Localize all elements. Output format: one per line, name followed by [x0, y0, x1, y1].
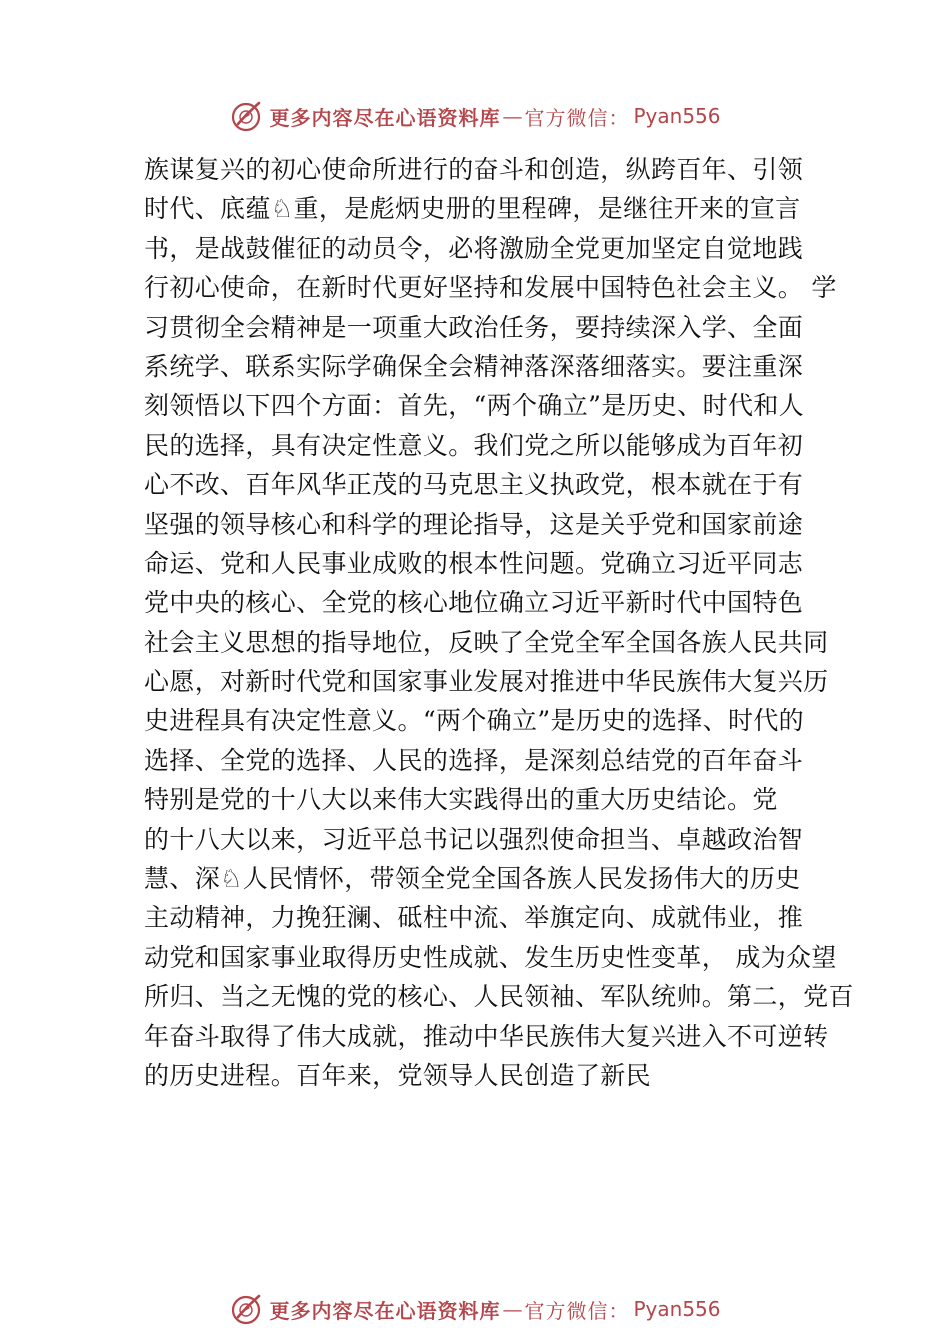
- body-line: 心愿，对新时代党和国家事业发展对推进中华民族伟大复兴历: [144, 667, 829, 697]
- body-line: 民的选择，具有决定性意义。我们党之所以能够成为百年初: [144, 430, 804, 460]
- header-wechat-id: Pyan556: [633, 104, 721, 128]
- footer-banner: [0, 1287, 950, 1331]
- header-wechat-label: 官方微信：: [524, 105, 630, 130]
- body-line: 心不改、百年风华正茂的马克思主义执政党，根本就在于有: [144, 470, 804, 500]
- body-line: 党中央的核心、全党的核心地位确立习近平新时代中国特色: [144, 588, 804, 618]
- pen-logo-icon: [229, 1291, 265, 1327]
- body-line: 所归、当之无愧的党的核心、人民领袖、军队统帅。第二，党百: [144, 982, 854, 1012]
- header-site-name: 更多内容尽在心语资料库: [269, 105, 501, 130]
- header-separator: —: [502, 104, 523, 128]
- body-line: 命运、党和人民事业成败的根本性问题。党确立习近平同志: [144, 548, 804, 578]
- body-line: 族谋复兴的初心使命所进行的奋斗和创造，纵跨百年、引领: [144, 155, 804, 184]
- body-line: 的十八大以来，习近平总书记以强烈使命担当、卓越政治智: [144, 824, 804, 854]
- footer-wechat-id: Pyan556: [633, 1297, 721, 1321]
- body-line: 年奋斗取得了伟大成就，推动中华民族伟大复兴进入不可逆转: [144, 1021, 829, 1051]
- body-line: 时代、底蕴♘重，是彪炳史册的里程碑，是继往开来的宣言: [144, 194, 801, 224]
- body-line: 慧、深♘人民情怀，带领全党全国各族人民发扬伟大的历史: [144, 864, 801, 894]
- footer-separator: —: [502, 1297, 523, 1321]
- body-line: 社会主义思想的指导地位，反映了全党全军全国各族人民共同: [144, 627, 829, 657]
- body-line: 习贯彻全会精神是一项重大政治任务，要持续深入学、全面: [144, 312, 804, 342]
- body-line: 特别是党的十八大以来伟大实践得出的重大历史结论。党: [144, 785, 778, 815]
- body-line: 史进程具有决定性意义。“两个确立”是历史的选择、时代的: [144, 706, 805, 736]
- body-line: 刻领悟以下四个方面：首先，“两个确立”是历史、时代和人: [144, 391, 805, 421]
- body-line: 行初心使命，在新时代更好坚持和发展中国特色社会主义。 学: [144, 273, 837, 303]
- body-line: 书，是战鼓催征的动员令，必将激励全党更加坚定自觉地践: [144, 233, 804, 263]
- pen-logo-icon: [229, 98, 265, 134]
- body-line: 主动精神，力挽狂澜、砥柱中流、举旗定向、成就伟业，推: [144, 903, 804, 933]
- header-banner: [0, 94, 950, 138]
- body-line: 的历史进程。百年来，党领导人民创造了新民: [144, 1060, 652, 1090]
- body-line: 动党和国家事业取得历史性成就、发生历史性变革， 成为众望: [144, 942, 837, 972]
- body-line: 选择、全党的选择、人民的选择，是深刻总结党的百年奋斗: [144, 745, 804, 775]
- body-line: 坚强的领导核心和科学的理论指导，这是关乎党和国家前途: [144, 509, 804, 539]
- document-body: [144, 150, 854, 1095]
- body-line: 系统学、联系实际学确保全会精神落深落细落实。要注重深: [144, 351, 804, 381]
- footer-site-name: 更多内容尽在心语资料库: [269, 1298, 501, 1323]
- footer-wechat-label: 官方微信：: [524, 1298, 630, 1323]
